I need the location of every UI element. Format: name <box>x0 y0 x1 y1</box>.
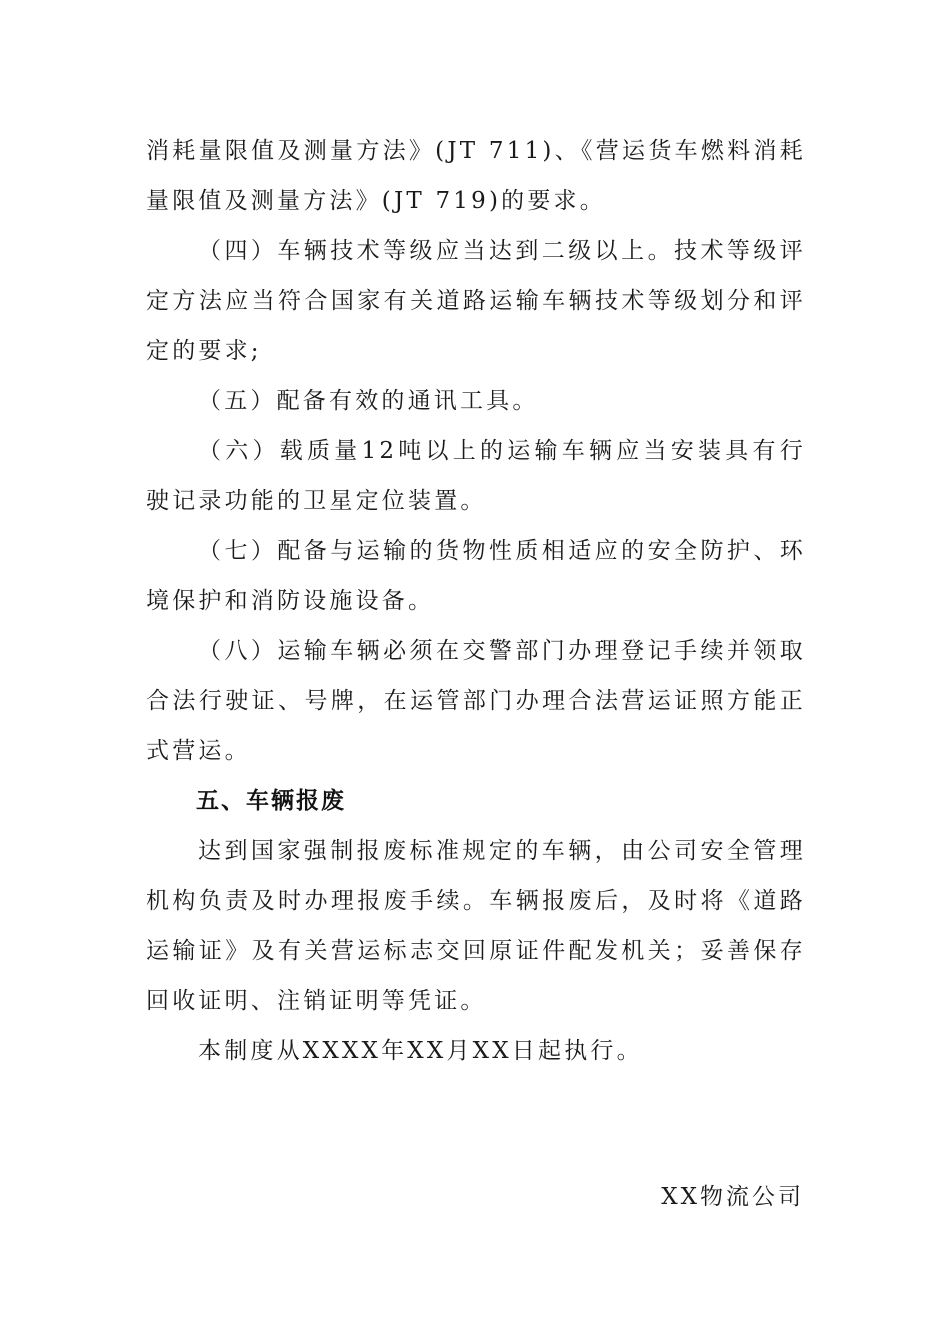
paragraph-item-8: （八）运输车辆必须在交警部门办理登记手续并领取合法行驶证、号牌，在运管部门办理合法营运证照方能正式营运。 <box>146 638 806 764</box>
body-text-top <box>146 126 806 776</box>
section-heading: 五、车辆报废 <box>196 788 346 814</box>
paragraph-continuation: 消耗量限值及测量方法》(JT 711)、《营运货车燃料消耗量限值及测量方法》(JT 719)的要求。 <box>146 138 806 214</box>
body-text-bottom <box>146 826 806 1076</box>
paragraph-scrapping: 达到国家强制报废标准规定的车辆，由公司安全管理机构负责及时办理报废手续。车辆报废后，及时将《道路运输证》及有关营运标志交回原证件配发机关；妥善保存回收证明、注销证明等凭证。 <box>146 838 806 1014</box>
company-signature: XX物流公司 <box>661 1184 804 1210</box>
paragraph-item-6: （六）载质量12吨以上的运输车辆应当安装具有行驶记录功能的卫星定位装置。 <box>146 438 806 514</box>
paragraph-effective-date: 本制度从XXXX年XX月XX日起执行。 <box>198 1038 643 1064</box>
paragraph-item-7: （七）配备与运输的货物性质相适应的安全防护、环境保护和消防设施设备。 <box>146 538 806 614</box>
paragraph-item-5: （五）配备有效的通讯工具。 <box>198 388 539 414</box>
paragraph-item-4: （四）车辆技术等级应当达到二级以上。技术等级评定方法应当符合国家有关道路运输车辆技术等级划分和评定的要求; <box>146 238 806 364</box>
